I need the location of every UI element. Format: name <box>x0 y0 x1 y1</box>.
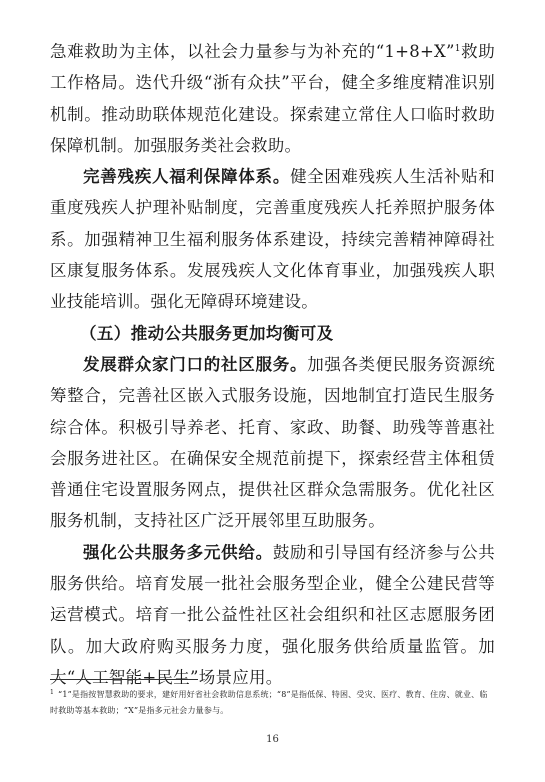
paragraph-text: 健全困难残疾人生活补贴和重度残疾人护理补贴制度，完善重度残疾人托养照护服务体系。加强精神卫生福利服务体系建设，持续完善精神障碍社区康复服务体系。发展残疾人文化体育事业，加强残疾人职业技能培训。强化无障碍环境建设。 <box>50 167 495 312</box>
footnote-text: “1”是指按智慧救助的要求，建好用好省社会救助信息系统；“8”是指低保、特困、受灾、医疗、教育、住房、就业、临时救助等基本救助；“X”是指多元社会力量参与。 <box>50 690 488 715</box>
paragraph-community-services <box>50 349 495 537</box>
footnote <box>50 688 495 718</box>
paragraph-text: 救助工作格局。迭代升级“浙有众扶”平台，健全多维度精准识别机制。推动助联体规范化建设。探索建立常住人口临时救助保障机制。加强服务类社会救助。 <box>50 42 496 155</box>
paragraph-diversified-supply <box>50 537 495 693</box>
paragraph-text: 急难救助为主体，以社会力量参与为补充的“1+8+X” <box>50 42 455 61</box>
paragraph-lead-heading: 强化公共服务多元供给。 <box>83 542 273 562</box>
paragraph-text: 加强各类便民服务资源统筹整合，完善社区嵌入式服务设施，因地制宜打造民生服务综合体。积极引导养老、托育、家政、助餐、助残等普惠社会服务进社区。在确保安全规范前提下，探索经营主体租赁普通住宅设置服务网点，提供社区群众急需服务。优化社区服务机制，支持社区广泛开展邻里互助服务。 <box>50 354 495 531</box>
footnote-marker: 1 <box>50 689 55 696</box>
paragraph-text: 鼓励和引导国有经济参与公共服务供给。培育发展一批社会服务型企业，健全公建民营等运营模式。培育一批公益性社区社会组织和社区志愿服务团队。加大政府购买服务力度，强化服务供给质量监管。加大“人工智能+民生”场景应用。 <box>50 542 495 687</box>
paragraph-social-assistance <box>50 36 495 161</box>
section-heading: （五）推动公共服务更加均衡可及 <box>80 323 334 343</box>
paragraph-lead-heading: 发展群众家门口的社区服务。 <box>83 354 308 374</box>
footnote-reference[interactable]: 1 <box>454 44 461 54</box>
paragraph-disability-welfare <box>50 161 495 317</box>
footnote-divider <box>50 679 198 680</box>
body-text <box>50 36 495 693</box>
paragraph-lead-heading: 完善残疾人福利保障体系。 <box>83 167 291 187</box>
page-number: 16 <box>266 734 279 745</box>
